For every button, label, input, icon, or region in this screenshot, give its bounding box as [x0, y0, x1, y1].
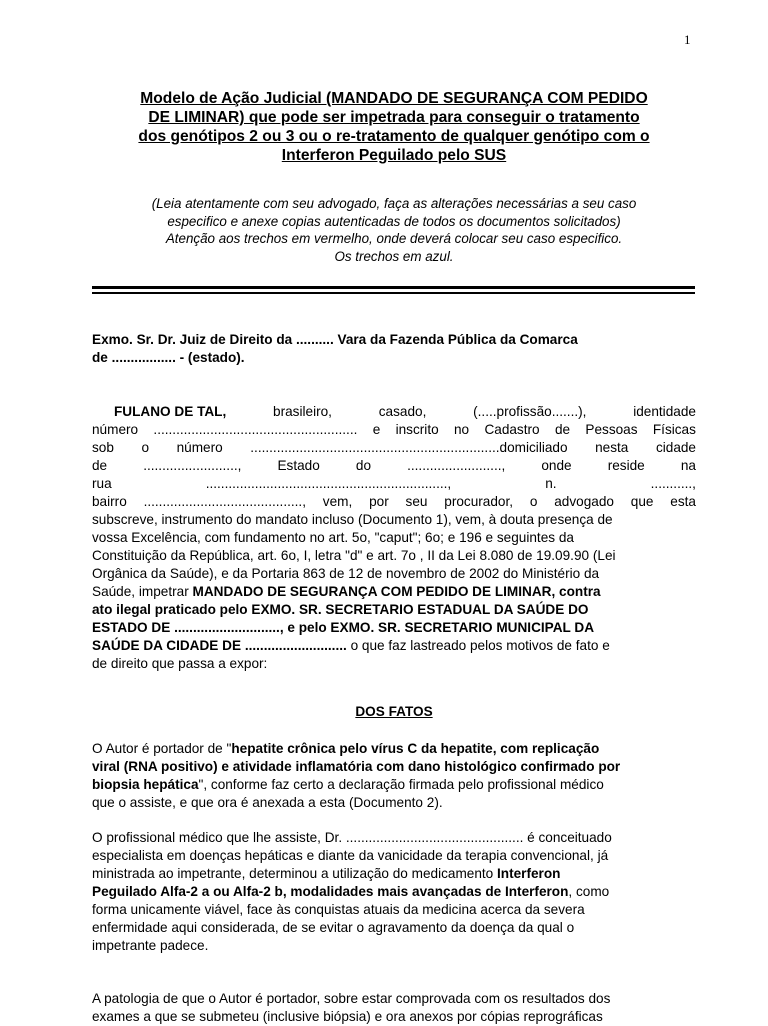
- text-run: o que faz lastreado pelos motivos de fato e: [346, 638, 610, 653]
- text-run-bold: Interferon: [497, 866, 561, 881]
- text-run-bold: biopsia hepática: [92, 777, 199, 792]
- title-line: Interferon Peguilado pelo SUS: [281, 147, 507, 164]
- plaintiff-name: FULANO DE TAL,: [114, 404, 227, 419]
- text-line: subscreve, instrumento do mandato incluso (Documento 1), vem, à douta presença de: [92, 512, 613, 527]
- note-line: especifico e anexe copias autenticadas de todos os documentos solicitados): [167, 213, 621, 229]
- word: .........................,: [407, 458, 506, 473]
- text-run-bold: hepatite crônica pelo vírus C da hepatite, com replicação: [231, 741, 600, 756]
- title-line: Modelo de Ação Judicial (MANDADO DE SEGURANÇA COM PEDIDO: [140, 90, 648, 107]
- word: esta: [670, 494, 696, 509]
- justified-line: [92, 439, 696, 457]
- text-line: [92, 637, 696, 655]
- word: ...........,: [650, 476, 696, 491]
- word: procurador,: [444, 494, 514, 509]
- text-line: de direito que passa a expor:: [92, 656, 268, 671]
- word: sob: [92, 440, 114, 455]
- word: advogado: [554, 494, 614, 509]
- word: número: [176, 440, 223, 455]
- text-line: vossa Excelência, com fundamento no art. 5o, "caput"; 6o; e 196 e seguintes da: [92, 530, 574, 545]
- title-line: DE LIMINAR) que pode ser impetrada para conseguir o tratamento: [148, 109, 640, 126]
- text-line: [92, 776, 696, 794]
- word: no: [453, 422, 470, 437]
- word: ..........................................,: [143, 494, 306, 509]
- word: inscrito: [395, 422, 439, 437]
- word: ......................................................: [153, 422, 358, 437]
- word: do: [355, 458, 372, 473]
- word: de: [554, 422, 571, 437]
- note-line: (Leia atentamente com seu advogado, faça as alterações necessárias a seu caso: [151, 196, 637, 211]
- text-line: A patologia de que o Autor é portador, sobre estar comprovada com os resultados dos: [92, 991, 611, 1006]
- word: ................................................................,: [205, 476, 452, 491]
- facts-paragraph-3: [92, 990, 696, 1026]
- word: Estado: [277, 458, 320, 473]
- word: nesta: [595, 440, 629, 455]
- word: .........................,: [143, 458, 242, 473]
- text-line: ato ilegal praticado pelo EXMO. SR. SECRETARIO ESTADUAL DA SAÚDE DO: [92, 602, 589, 617]
- text-line: Orgânica da Saúde), e da Portaria 863 de 12 de novembro de 2002 do Ministério da: [92, 566, 600, 581]
- instruction-note: [92, 195, 696, 265]
- note-line: Atenção aos trechos em vermelho, onde deverá colocar seu caso especifico.: [165, 231, 623, 246]
- facts-paragraph-1: [92, 740, 696, 812]
- text-run: O Autor é portador de ": [92, 741, 232, 756]
- text-run: ministrada ao impetrante, determinou a utilização do medicamento: [92, 866, 498, 881]
- word: por: [369, 494, 389, 509]
- text-line: [92, 883, 696, 901]
- word: brasileiro,: [273, 404, 332, 419]
- text-run: , como: [568, 884, 610, 899]
- word: identidade: [633, 404, 696, 419]
- word: rua: [92, 476, 112, 491]
- address-line: Exmo. Sr. Dr. Juiz de Direito da .......... Vara da Fazenda Pública da Comarca: [92, 332, 578, 347]
- text-line: O profissional médico que lhe assiste, Dr. ............................................... é conceituado: [92, 830, 612, 845]
- section-heading: DOS FATOS: [355, 704, 433, 719]
- text-run-bold: Peguilado Alfa-2 a ou Alfa-2 b, modalidades mais avançadas de Interferon: [92, 884, 569, 899]
- word: que: [630, 494, 654, 509]
- justified-line: [92, 403, 696, 421]
- text-line: [92, 740, 696, 758]
- addressee-block: [92, 331, 696, 367]
- word: n.: [545, 476, 557, 491]
- word: seu: [405, 494, 428, 509]
- word: Pessoas: [585, 422, 638, 437]
- text-line: viral (RNA positivo) e atividade inflamatória com dano histológico confirmado por: [92, 759, 621, 774]
- word: bairro: [92, 494, 127, 509]
- word: o: [529, 494, 538, 509]
- justified-line: [92, 475, 696, 493]
- word: número: [92, 422, 139, 437]
- text-line: especialista em doenças hepáticas e diante da vanicidade da terapia convencional, já: [92, 848, 609, 863]
- page-number: 1: [684, 32, 691, 47]
- word: de: [92, 458, 108, 473]
- text-line: Constituição da República, art. 6o, I, letra "d" e art. 7o , II da Lei 8.080 de 19.09.90 (Lei: [92, 548, 616, 563]
- text-run: Saúde, impetrar: [92, 584, 193, 599]
- document-title: [92, 89, 696, 165]
- word: onde: [541, 458, 572, 473]
- word: Cadastro: [484, 422, 540, 437]
- qualification-paragraph: [92, 403, 696, 673]
- word: ..................................................................domiciliado: [250, 440, 568, 455]
- text-line: que o assiste, e que ora é anexada a esta (Documento 2).: [92, 795, 443, 810]
- word: casado,: [378, 404, 427, 419]
- text-line: impetrante padece.: [92, 938, 209, 953]
- word: (.....profissão.......),: [473, 404, 587, 419]
- text-run: ", conforme faz certo a declaração firmada pelo profissional médico: [198, 777, 604, 792]
- justified-line: [92, 493, 696, 511]
- facts-paragraph-2: [92, 829, 696, 955]
- text-line: enfermidade aqui considerada, de se evitar o agravamento da doença da qual o: [92, 920, 575, 935]
- justified-line: [92, 457, 696, 475]
- text-line: ESTADO DE ............................, e pelo EXMO. SR. SECRETARIO MUNICIPAL DA: [92, 620, 595, 635]
- text-line: forma unicamente viável, face às conquistas atuais da medicina acerca da severa: [92, 902, 585, 917]
- word: o: [141, 440, 150, 455]
- text-line: [92, 583, 696, 601]
- text-line: [92, 865, 696, 883]
- word: Físicas: [652, 422, 696, 437]
- text-run-bold: SAÚDE DA CIDADE DE ...........................: [92, 638, 347, 653]
- text-run-bold: MANDADO DE SEGURANÇA COM PEDIDO DE LIMINAR, contra: [192, 584, 601, 599]
- word: vem,: [322, 494, 353, 509]
- divider-thin: [92, 292, 695, 294]
- word: cidade: [655, 440, 696, 455]
- word: na: [680, 458, 696, 473]
- word: reside: [607, 458, 645, 473]
- divider-thick: [92, 286, 695, 289]
- title-line: dos genótipos 2 ou 3 ou o re-tratamento de qualquer genótipo com o: [138, 128, 650, 145]
- note-line: Os trechos em azul.: [334, 248, 454, 264]
- address-line: de ................. - (estado).: [92, 350, 245, 365]
- justified-line: [92, 421, 696, 439]
- text-line: exames a que se submeteu (inclusive biópsia) e ora anexos por cópias reprográficas: [92, 1009, 603, 1024]
- word: e: [372, 422, 381, 437]
